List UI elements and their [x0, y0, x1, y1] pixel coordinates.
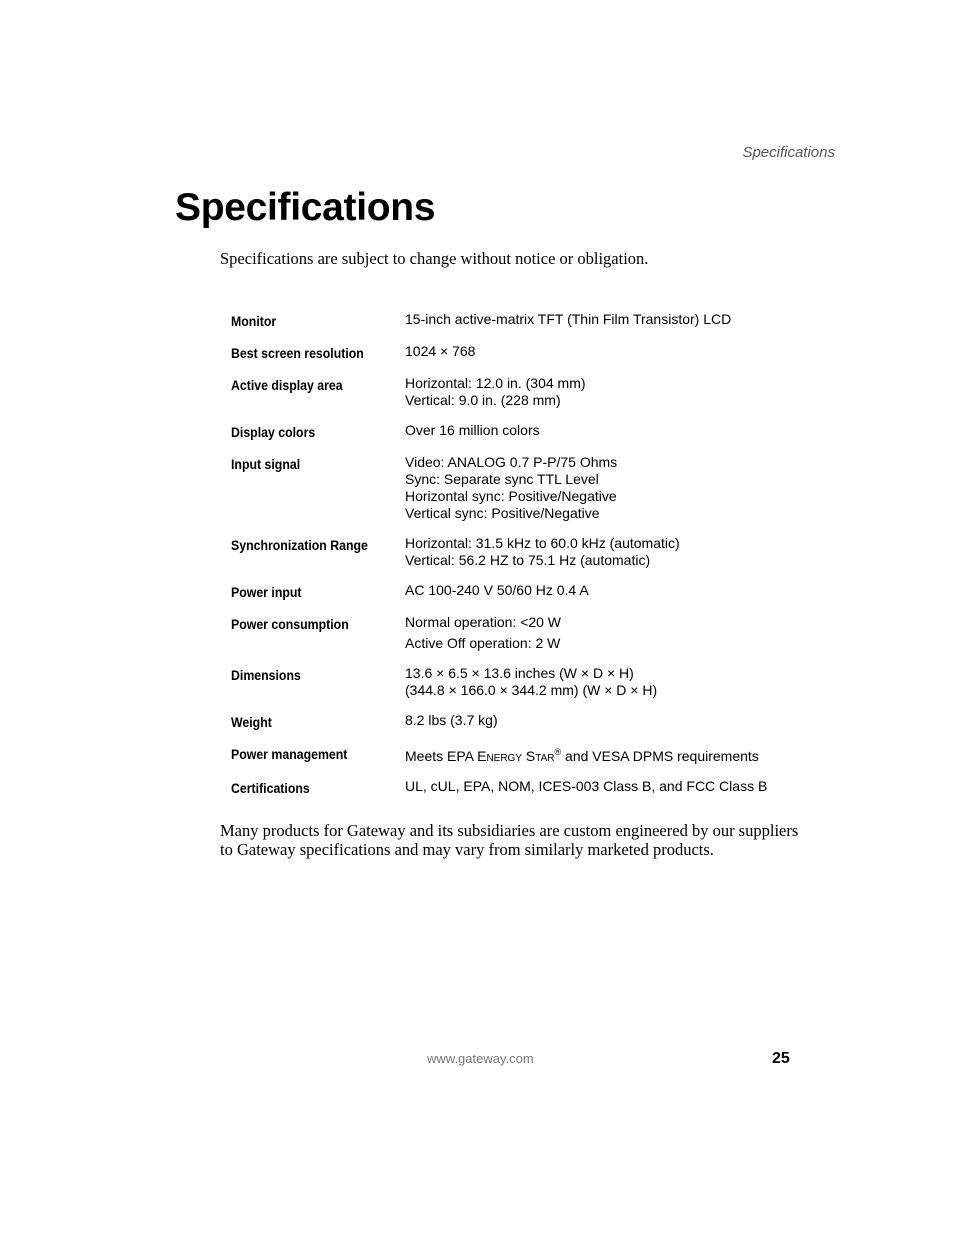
spec-value-line: 13.6 × 6.5 × 13.6 inches (W × D × H) [405, 665, 634, 681]
spec-label: Synchronization Range [231, 537, 368, 553]
spec-label: Monitor [231, 313, 277, 329]
spec-value-line: AC 100-240 V 50/60 Hz 0.4 A [405, 582, 589, 598]
spec-value [405, 343, 475, 360]
spec-value-line: 8.2 lbs (3.7 kg) [405, 712, 498, 728]
spec-value [405, 744, 759, 765]
spec-value-line: Over 16 million colors [405, 422, 540, 438]
spec-value [405, 535, 680, 569]
spec-row-monitor [231, 311, 831, 330]
spec-value-line: Sync: Separate sync TTL Level [405, 471, 599, 487]
spec-value [405, 665, 657, 699]
spec-value-suffix: and VESA DPMS requirements [561, 748, 759, 764]
spec-value [405, 778, 767, 795]
spec-row-power-input [231, 582, 831, 601]
spec-value [405, 375, 586, 409]
spec-value [405, 311, 731, 328]
spec-value-prefix: Meets EPA [405, 748, 478, 764]
spec-row-dimensions [231, 665, 831, 699]
spec-row-input-signal [231, 454, 831, 522]
spec-value [405, 422, 540, 439]
spec-value [405, 582, 589, 599]
closing-paragraph: Many products for Gateway and its subsidiaries are custom engineered by our suppliers to Gateway specifications and may vary from similarly marketed products. [220, 821, 799, 859]
spec-value-line: Horizontal: 31.5 kHz to 60.0 kHz (automatic) [405, 535, 680, 551]
spec-value-line: Vertical: 56.2 HZ to 75.1 Hz (automatic) [405, 552, 651, 568]
spec-row-power-consumption [231, 614, 831, 652]
spec-table [231, 311, 831, 810]
spec-value [405, 614, 561, 652]
spec-value [405, 454, 617, 522]
page-title: Specifications [175, 186, 436, 229]
spec-value-line: UL, cUL, EPA, NOM, ICES-003 Class B, and FCC Class B [405, 778, 768, 794]
spec-row-display-area [231, 375, 831, 409]
spec-value-line [405, 744, 759, 765]
spec-label: Power consumption [231, 616, 349, 632]
spec-label: Power management [231, 746, 348, 762]
spec-value-line: 15-inch active-matrix TFT (Thin Film Transistor) LCD [405, 311, 732, 327]
spec-label: Active display area [231, 377, 343, 393]
spec-row-power-management [231, 744, 831, 765]
spec-value-line: Vertical sync: Positive/Negative [405, 505, 600, 521]
spec-row-weight [231, 712, 831, 731]
spec-value-line: Active Off operation: 2 W [405, 635, 561, 651]
spec-value-line: Normal operation: <20 W [405, 614, 562, 630]
spec-value-line: Vertical: 9.0 in. (228 mm) [405, 392, 561, 408]
spec-value-line: 1024 × 768 [405, 343, 476, 359]
spec-label: Display colors [231, 424, 316, 440]
spec-label: Input signal [231, 456, 301, 472]
running-header: Specifications [742, 144, 835, 161]
spec-value [405, 712, 498, 729]
footer-url: www.gateway.com [427, 1051, 534, 1066]
spec-label: Power input [231, 584, 302, 600]
intro-paragraph: Specifications are subject to change without notice or obligation. [220, 249, 649, 268]
energy-star-brand: Energy Star [477, 748, 555, 764]
spec-row-colors [231, 422, 831, 441]
spec-value-line: Video: ANALOG 0.7 P-P/75 Ohms [405, 454, 618, 470]
spec-label: Best screen resolution [231, 345, 364, 361]
spec-row-sync-range [231, 535, 831, 569]
spec-row-certifications [231, 778, 831, 797]
spec-label: Certifications [231, 780, 310, 796]
spec-value-line: Horizontal sync: Positive/Negative [405, 488, 617, 504]
spec-value-line: Horizontal: 12.0 in. (304 mm) [405, 375, 586, 391]
spec-label: Dimensions [231, 667, 301, 683]
spec-value-line: (344.8 × 166.0 × 344.2 mm) (W × D × H) [405, 682, 658, 698]
page-number: 25 [772, 1050, 790, 1067]
spec-row-resolution [231, 343, 831, 362]
registered-mark: ® [554, 747, 562, 757]
spec-label: Weight [231, 714, 272, 730]
